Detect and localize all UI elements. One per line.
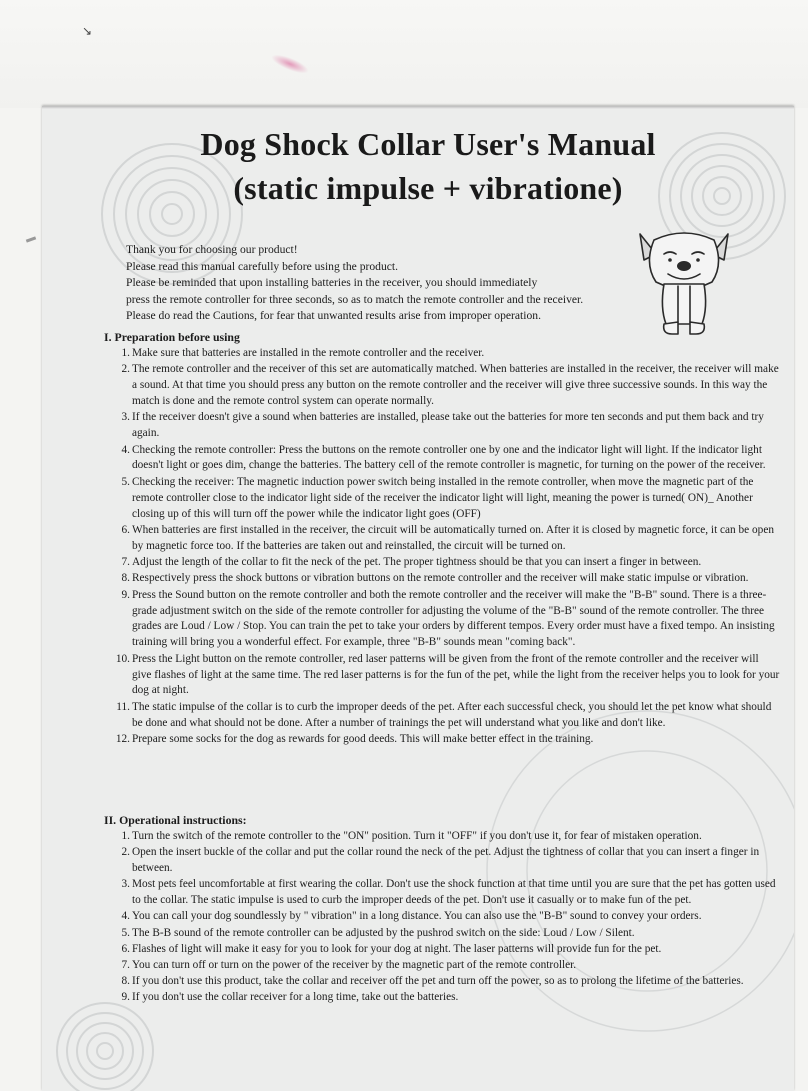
list-item <box>104 909 780 925</box>
list-item-number: 9. <box>121 991 130 1004</box>
manual-page <box>42 106 794 1091</box>
list-item-text: Most pets feel uncomfortable at first wearing the collar. Don't use the shock function at that time until you are sure that the pet has gotten used to the collar. The static impulse is used to curb the improper deeds of the pet. Don't use it casually or to make fun of the pet. <box>132 878 776 907</box>
list-item-text: Respectively press the shock buttons or vibration buttons on the remote controller and the receiver will make static impulse or vibration. <box>132 572 749 585</box>
list-item-text: You can turn off or turn on the power of the receiver by the magnetic part of the remote controller. <box>132 958 577 971</box>
list-item-number: 7. <box>121 958 130 971</box>
scan-corner-mark: ↘ <box>82 24 93 38</box>
list-item-number: 9. <box>121 588 130 601</box>
list-item-text: You can call your dog soundlessly by " vibration" in a long distance. You can also use the "B-B" sound to convey your orders. <box>132 910 702 923</box>
list-item <box>104 588 780 652</box>
list-item <box>104 410 780 442</box>
list-item <box>104 700 780 732</box>
list-item-number: 8. <box>121 572 130 585</box>
manual-title: Dog Shock Collar User's Manual <box>200 126 656 162</box>
list-item <box>104 571 780 587</box>
list-item-number: 4. <box>121 910 130 923</box>
list-item-number: 11. <box>116 700 130 713</box>
section-operational-instructions <box>104 813 780 1007</box>
list-item <box>104 974 780 990</box>
list-item-text: The remote controller and the receiver of this set are automatically matched. When batteries are installed in the receiver, the receiver will make a sound. At that time you should press any button on the remote controller and the receiver will give three successive sounds. In this way the match is done and the remote control system can operate normally. <box>132 363 779 408</box>
list-item <box>104 942 780 958</box>
list-item-text: Turn the switch of the remote controller to the "ON" position. Turn it "OFF" if you don't use it, for fear of mistaken operation. <box>132 829 702 842</box>
list-item <box>104 555 780 571</box>
list-item-text: Prepare some socks for the dog as rewards for good deeds. This will make better effect in the training. <box>132 732 594 745</box>
list-item-number: 6. <box>121 942 130 955</box>
list-item-text: Press the Sound button on the remote controller and both the remote controller and the receiver will make the "B-B" sound. There is a three-grade adjustment switch on the side of the remote controller for adjusting the volume of the "B-B" sound of the remote controller. The three grades are Loud / Low / Stop. You can train the pet to take your orders by different tempos. Every order must have a fixed tempo. An insisting training will bring you a wonderful effect. For example, three "B-B" sounds mean "coming back". <box>132 588 775 649</box>
list-item <box>104 652 780 700</box>
list-item <box>104 877 780 909</box>
list-item-text: The B-B sound of the remote controller can be adjusted by the pushrod switch on the side: Loud / Low / Silent. <box>132 926 635 939</box>
list-item <box>104 523 780 555</box>
intro-line: press the remote controller for three seconds, so as to match the remote controller and the receiver. <box>126 292 584 306</box>
list-item <box>104 362 780 410</box>
list-item-text: Checking the remote controller: Press the buttons on the remote controller one by one and the indicator light will light. If the indicator light doesn't light or goes dim, change the batteries. The battery cell of the remote controller is magnetic, for turning on the power of the receiver. <box>132 443 766 472</box>
list-item <box>104 990 780 1006</box>
list-item-text: Adjust the length of the collar to fit the neck of the pet. The proper tightness should be that you can insert a finger in between. <box>132 556 702 569</box>
list-item <box>104 926 780 942</box>
list-item-text: If you don't use this product, take the collar and receiver off the pet and turn off the power, so as to prolong the lifetime of the batteries. <box>132 975 744 988</box>
list-item-number: 4. <box>121 443 130 456</box>
list-item-text: Open the insert buckle of the collar and put the collar round the neck of the pet. Adjust the tightness of collar that you can insert a finger in between. <box>132 846 760 875</box>
left-edge-mark <box>26 236 36 242</box>
list-item <box>104 732 780 748</box>
intro-line: Please read this manual carefully before using the product. <box>126 259 399 273</box>
list-item <box>104 829 780 845</box>
list-item-text: When batteries are first installed in the receiver, the circuit will be automatically turned on. After it is closed by magnetic force, it can be open by magnetic force too. If the batteries are taken out and reinstalled, the circuit will be turned on. <box>132 523 774 552</box>
intro-paragraph <box>126 242 666 325</box>
list-item-number: 7. <box>121 556 130 569</box>
list-item-number: 10. <box>115 652 130 665</box>
section-heading: I. Preparation before using <box>104 330 240 344</box>
list-item-number: 1. <box>121 829 130 842</box>
list-item-number: 2. <box>121 846 130 859</box>
list-item-text: If the receiver doesn't give a sound when batteries are installed, please take out the batteries for more ten seconds and put them back and try again. <box>132 411 764 440</box>
list-item-text: Flashes of light will make it easy for you to look for your dog at night. The laser patterns will provide fun for the pet. <box>132 942 662 955</box>
list-item <box>104 958 780 974</box>
list-item-number: 1. <box>121 346 130 359</box>
list-item-text: The static impulse of the collar is to curb the improper deeds of the pet. After each successful check, you should let the pet know what should be done and what should not be done. After a number of trainings the pet will understand what you like and don't like. <box>132 700 772 729</box>
cartoon-dog-icon <box>638 224 730 342</box>
list-item-number: 3. <box>121 878 130 891</box>
list-item-number: 2. <box>121 363 130 376</box>
intro-line: Please do read the Cautions, for fear that unwanted results arise from improper operation. <box>126 309 541 323</box>
section-heading: II. Operational instructions: <box>104 813 247 827</box>
list-item <box>104 845 780 877</box>
list-item-number: 5. <box>121 926 130 939</box>
list-item-text: Press the Light button on the remote controller, red laser patterns will be given from the front of the remote controller and the receiver will give flashes of light at the same time. The red laser patterns is for the fun of the pet, while the light from the receiver helps you to look for your dog at night. <box>132 652 780 697</box>
intro-line: Please be reminded that upon installing batteries in the receiver, you should immediately <box>126 276 538 290</box>
preparation-list <box>104 346 780 748</box>
intro-line: Thank you for choosing our product! <box>126 243 298 256</box>
scan-background-top <box>0 0 808 108</box>
manual-subtitle: (static impulse + vibratione) <box>233 170 623 206</box>
list-item-number: 6. <box>121 523 130 536</box>
list-item-text: Make sure that batteries are installed in the remote controller and the receiver. <box>132 346 485 359</box>
list-item <box>104 475 780 523</box>
instructions-list <box>104 829 780 1006</box>
spiral-watermark-bottom-left-icon <box>50 996 160 1091</box>
list-item-text: If you don't use the collar receiver for a long time, take out the batteries. <box>132 991 459 1004</box>
list-item-text: Checking the receiver: The magnetic induction power switch being installed in the remote controller, when move the magnetic part of the remote controller close to the indicator light side of the receiver the indicator light will light, meaning the power is turned( ON)_ Another closing up of this will turn off the power while the indicator light goes (OFF) <box>132 475 754 520</box>
list-item-number: 8. <box>121 975 130 988</box>
list-item <box>104 443 780 475</box>
list-item-number: 12. <box>115 732 130 745</box>
list-item-number: 3. <box>121 411 130 424</box>
section-preparation <box>104 330 780 748</box>
list-item <box>104 346 780 362</box>
list-item-number: 5. <box>121 475 130 488</box>
